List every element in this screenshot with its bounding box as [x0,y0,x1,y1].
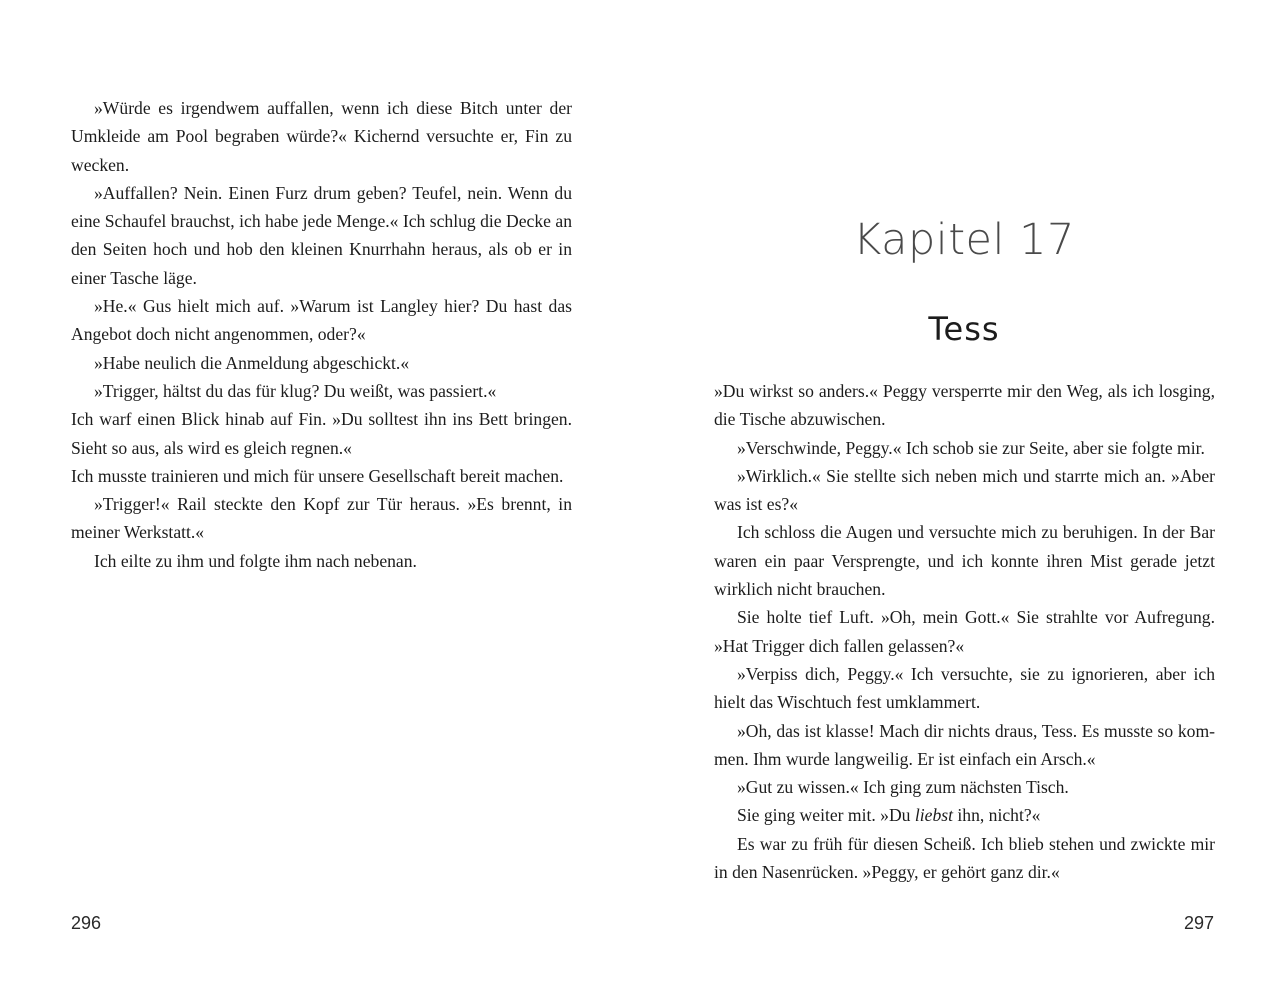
emphasized-text: liebst [914,805,953,826]
paragraph: Sie holte tief Luft. »Oh, mein Gott.« Sie strahlte vor Aufregung. »Hat Trigger dich fallen gelassen?« [714,607,1215,656]
paragraph: Ich musste trainieren und mich für unsere Gesellschaft bereit machen. [71,465,564,486]
left-page-body [71,94,572,575]
chapter-number: Kapitel 17 [853,215,1075,265]
paragraph: »Du wirkst so anders.« Peggy versperrte mir den Weg, als ich losging, die Tische abzuwischen. [714,381,1215,430]
paragraph-text: Sie ging weiter mit. »Du [737,805,915,826]
paragraph-text: ihn, nicht?« [953,805,1041,826]
paragraph: »Gut zu wissen.« Ich ging zum nächsten Tisch. [737,777,1069,798]
right-page-body [714,377,1215,886]
paragraph: »Verpiss dich, Peggy.« Ich versuchte, sie zu ignorieren, aber ich hielt das Wischtuch fest umklammert. [714,663,1215,713]
paragraph: »Auffallen? Nein. Einen Furz drum geben? Teufel, nein. Wenn du eine Schaufel brauchst, ich habe jede Menge.« Ich schlug die Decke an den Seiten hoch und hob den kleinen Knurrhahn heraus, als ob er in einer Tasche läge. [71,182,572,288]
paragraph: Ich schloss die Augen und versuchte mich zu beruhigen. In der Bar waren ein paar Versprengte, und ich konnte ihren Mist gerade jetzt wirklich nicht brauchen. [714,522,1215,600]
page-number-left: 296 [71,913,102,933]
paragraph: »Trigger, hältst du das für klug? Du weißt, was passiert.« [94,380,497,401]
paragraph: Ich eilte zu ihm und folgte ihm nach nebenan. [94,550,417,571]
paragraph [714,801,1215,829]
paragraph: »Trigger!« Rail steckte den Kopf zur Tür heraus. »Es brennt, in meiner Werkstatt.« [71,494,572,543]
paragraph: »Verschwinde, Peggy.« Ich schob sie zur Seite, aber sie folgte mir. [737,437,1205,458]
right-page [643,0,1285,1000]
paragraph: »He.« Gus hielt mich auf. »Warum ist Langley hier? Du hast das Angebot doch nicht angenommen, oder?« [71,296,572,345]
paragraph: »Oh, das ist klasse! Mach dir nichts draus, Tess. Es musste so kommen. Ihm wurde langweilig. Er ist einfach ein Arsch.« [714,720,1215,769]
chapter-title: Tess [928,310,1000,348]
paragraph: »Wirklich.« Sie stellte sich neben mich und starrte mich an. »Aber was ist es?« [714,465,1215,515]
paragraph: »Habe neulich die Anmeldung abgeschickt.« [94,352,410,373]
page-number-right: 297 [1183,913,1214,933]
paragraph: Es war zu früh für diesen Scheiß. Ich blieb stehen und zwickte mir in den Nasenrücken. »Peggy, er gehört ganz dir.« [714,833,1215,883]
paragraph: Ich warf einen Blick hinab auf Fin. »Du solltest ihn ins Bett bringen. Sieht so aus, als wird es gleich regnen.« [71,409,572,458]
left-page [0,0,642,1000]
paragraph: »Würde es irgendwem auffallen, wenn ich diese Bitch unter der Umkleide am Pool begraben würde?« Kichernd versuchte er, Fin zu wecken. [71,98,572,175]
